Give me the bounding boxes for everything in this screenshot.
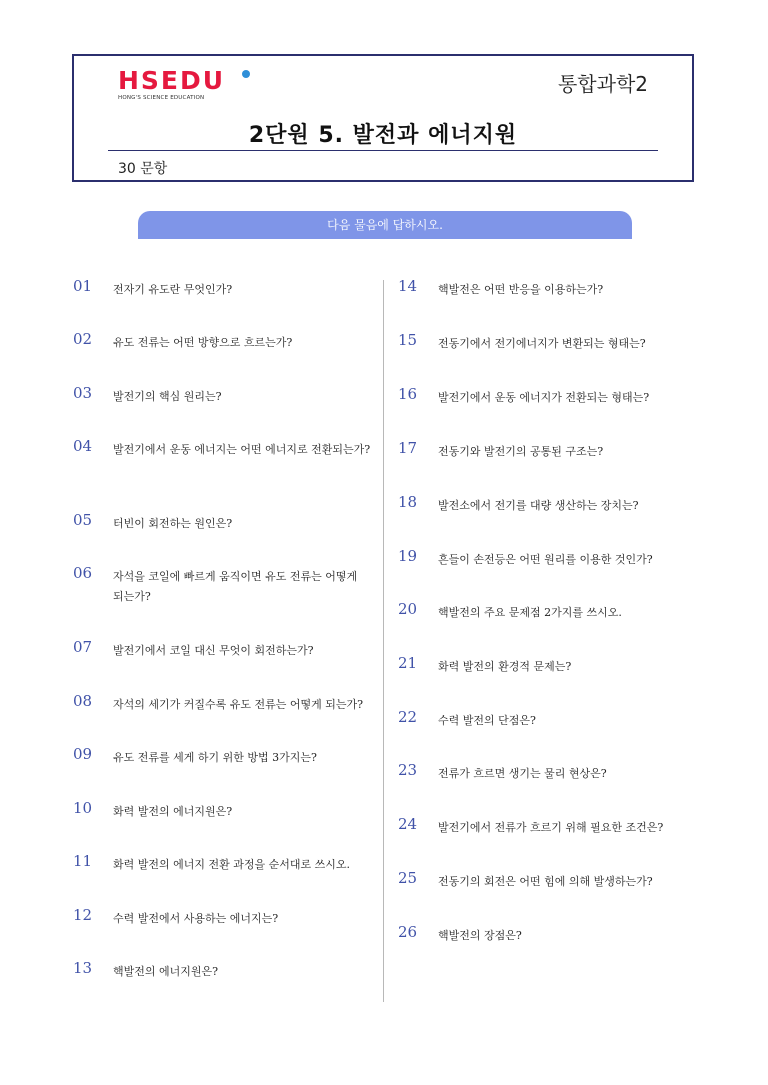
question-number: 16 [398,385,418,403]
question-text: 전동기에서 전기에너지가 변환되는 형태는? [438,337,646,350]
logo-dot-icon [242,70,250,78]
question-text: 핵발전의 장점은? [438,929,522,942]
question-number: 09 [73,745,93,763]
question-text: 핵발전의 에너지원은? [113,965,219,978]
question-number: 18 [398,493,418,511]
question-number: 21 [398,654,418,672]
question-number: 23 [398,761,418,779]
question-text: 발전소에서 전기를 대량 생산하는 장치는? [438,499,639,512]
question-count: 30 문항 [118,161,168,177]
question-number: 08 [73,692,93,710]
question-number: 24 [398,815,418,833]
question-text: 수력 발전의 단점은? [438,714,536,727]
question-text: 발전기에서 코일 대신 무엇이 회전하는가? [113,644,314,657]
question-text: 발전기에서 전류가 흐르기 위해 필요한 조건은? [438,821,664,834]
question-text: 터빈이 회전하는 원인은? [113,517,233,530]
question-text: 자석의 세기가 커질수록 유도 전류는 어떻게 되는가? [113,698,364,711]
question-text: 핵발전의 주요 문제점 2가지를 쓰시오. [438,606,622,619]
question-text: 발전기의 핵심 원리는? [113,390,222,403]
question-text: 수력 발전에서 사용하는 에너지는? [113,912,279,925]
question-number: 17 [398,439,418,457]
question-number: 22 [398,708,418,726]
question-number: 06 [73,564,93,582]
question-text: 화력 발전의 에너지원은? [113,805,233,818]
question-number: 10 [73,799,93,817]
question-text: 화력 발전의 환경적 문제는? [438,660,572,673]
page-title: 2단원 5. 발전과 에너지원 [248,123,518,148]
question-text: 유도 전류는 어떤 방향으로 흐르는가? [113,336,293,349]
question-text: 자석을 코일에 빠르게 움직이면 유도 전류는 어떻게 되는가? [113,570,358,603]
question-text: 발전기에서 운동 에너지는 어떤 에너지로 전환되는가? [113,443,371,456]
question-text: 전동기의 회전은 어떤 힘에 의해 발생하는가? [438,875,653,888]
question-text: 유도 전류를 세게 하기 위한 방법 3가지는? [113,751,317,764]
question-text: 화력 발전의 에너지 전환 과정을 순서대로 쓰시오. [113,858,350,871]
question-number: 03 [73,384,93,402]
question-number: 02 [73,330,93,348]
question-text: 전류가 흐르면 생기는 물리 현상은? [438,767,607,780]
question-number: 14 [398,277,418,295]
question-number: 26 [398,923,418,941]
question-number: 19 [398,547,418,565]
question-text: 핵발전은 어떤 반응을 이용하는가? [438,283,604,296]
question-number: 15 [398,331,418,349]
question-number: 04 [73,437,93,455]
question-number: 01 [73,277,93,295]
logo-text: HSEDU [118,66,226,95]
question-number: 11 [73,852,93,870]
column-divider [383,280,384,1002]
question-text: 발전기에서 운동 에너지가 전환되는 형태는? [438,391,650,404]
title-underline [108,150,658,151]
question-number: 20 [398,600,418,618]
question-number: 25 [398,869,418,887]
question-number: 05 [73,511,93,529]
instruction-banner: 다음 물음에 답하시오. [138,211,632,239]
question-number: 07 [73,638,93,656]
hsedu-logo [118,68,238,112]
question-text: 전자기 유도란 무엇인가? [113,283,233,296]
header-box [72,54,694,182]
subject-label: 통합과학2 [557,72,648,96]
logo-subtitle: HONG'S SCIENCE EDUCATION [118,95,205,101]
question-text: 흔들이 손전등은 어떤 원리를 이용한 것인가? [438,553,653,566]
question-text: 전동기와 발전기의 공통된 구조는? [438,445,604,458]
question-number: 13 [73,959,93,977]
question-number: 12 [73,906,93,924]
